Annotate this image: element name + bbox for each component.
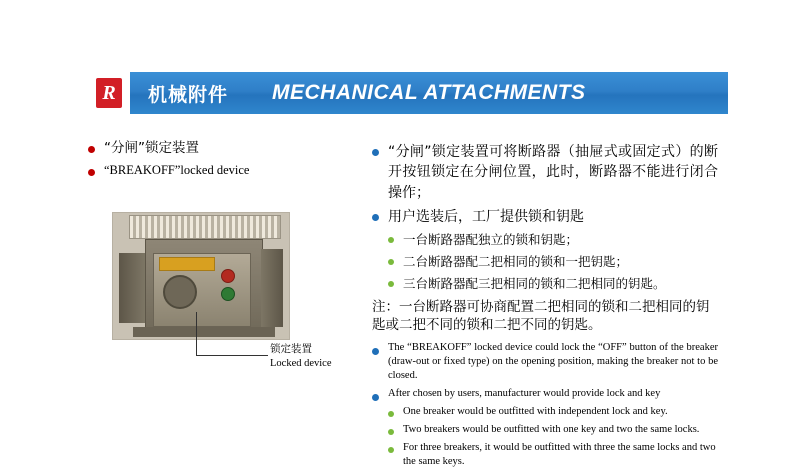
green-bullet-icon — [388, 259, 394, 265]
right-column — [372, 142, 718, 472]
left-bullet-label-cn: “分闸”锁定装置 — [104, 140, 199, 156]
photo-on-button — [221, 287, 235, 301]
list-item — [388, 231, 718, 249]
green-bullet-icon — [388, 411, 394, 417]
list-item — [388, 275, 718, 293]
right-note-cn: 注：一台断路器可协商配置二把相同的锁和二把相同的钥匙或二把不同的锁和二把不同的钥匙。 — [372, 298, 710, 334]
photo-left-side — [119, 253, 145, 323]
blue-bullet-icon — [372, 348, 379, 355]
page-title-cn: 机械附件 — [148, 83, 229, 106]
right-subitem-text-en: For three breakers, it would be outfitted with three the same locks and two the same keys. — [403, 441, 716, 467]
list-item — [388, 405, 718, 419]
photo-off-button — [221, 269, 235, 283]
callout-leader-line — [196, 312, 268, 356]
right-sub-list-cn — [388, 231, 718, 293]
green-bullet-icon — [388, 281, 394, 287]
photo-caption-en: Locked device — [270, 357, 332, 369]
logo-container — [88, 72, 130, 114]
list-item — [88, 140, 368, 157]
photo-dial — [163, 275, 197, 309]
photo-nameplate — [159, 257, 215, 271]
green-bullet-icon — [388, 237, 394, 243]
callout-horizontal-segment — [196, 355, 268, 356]
right-subitem-text-en: One breaker would be outfitted with independent lock and key. — [403, 405, 668, 417]
list-item — [372, 207, 718, 227]
slide-header — [88, 72, 728, 114]
green-bullet-icon — [388, 447, 394, 453]
right-item-text: 用户选装后，工厂提供锁和钥匙 — [388, 208, 584, 225]
photo-caption-cn: 锁定装置 — [270, 343, 312, 355]
red-bullet-icon — [88, 146, 95, 153]
blue-bullet-icon — [372, 214, 379, 221]
list-item — [88, 163, 368, 179]
left-bullet-label-en: “BREAKOFF”locked device — [104, 162, 250, 177]
blue-bullet-icon — [372, 394, 379, 401]
right-subitem-text: 一台断路器配独立的锁和钥匙； — [403, 232, 579, 248]
photo-terminal-strip — [129, 215, 281, 239]
right-subitem-text: 二台断路器配二把相同的锁和一把钥匙； — [403, 254, 629, 270]
page-title-en: MECHANICAL ATTACHMENTS — [272, 81, 586, 104]
brand-logo-icon: R — [96, 78, 122, 108]
list-item — [388, 253, 718, 271]
photo-caption — [270, 343, 332, 370]
green-bullet-icon — [388, 429, 394, 435]
right-subitem-text-en: Two breakers would be outfitted with one key and two the same locks. — [403, 423, 700, 435]
list-item — [372, 142, 718, 203]
list-item — [372, 341, 718, 383]
right-item-text-en: The “BREAKOFF” locked device could lock the “OFF” button of the breaker (draw-out or fixed type) on the opening position, making the breaker not to be closed. — [388, 342, 718, 382]
blue-bullet-icon — [372, 149, 379, 156]
list-item — [388, 423, 718, 437]
list-item — [372, 387, 718, 401]
red-bullet-icon — [88, 169, 95, 176]
right-item-text-en: After chosen by users, manufacturer would provide lock and key — [388, 387, 661, 399]
right-subitem-text: 三台断路器配三把相同的锁和二把相同的钥匙。 — [403, 276, 666, 292]
list-item — [388, 441, 718, 469]
right-item-text: “分闸”锁定装置可将断路器（抽屉式或固定式）的断开按钮锁定在分闸位置，此时，断路器不能进行闭合操作； — [388, 144, 718, 201]
callout-vertical-segment — [196, 312, 197, 356]
left-column — [88, 140, 368, 185]
